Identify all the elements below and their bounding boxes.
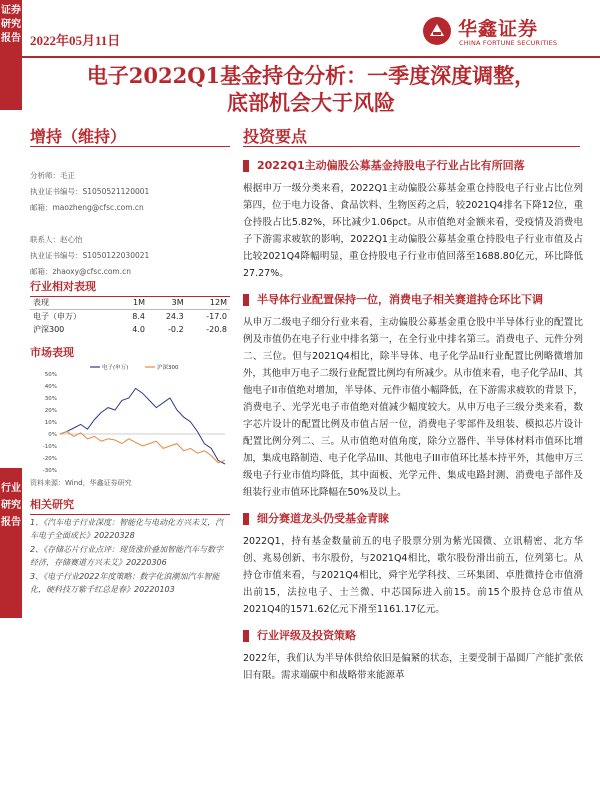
analyst-block-1 (30, 168, 149, 216)
table-cell: -20.8 (206, 325, 227, 334)
analyst-block-2 (30, 232, 149, 280)
y-tick-label: 40% (44, 384, 57, 390)
section-heading-3: 细分赛道龙头仍受基金青睐 (243, 511, 583, 527)
y-tick-label: 0% (48, 432, 57, 438)
performance-table (30, 296, 230, 336)
left-divider (30, 146, 230, 147)
related-title: 相关研究 (30, 496, 230, 515)
rating-label: 增持（维持） (30, 127, 127, 146)
y-tick-label: 20% (44, 408, 57, 414)
section-heading-1: 2022Q1主动偏股公募基金持股电子行业占比有所回落 (243, 158, 583, 174)
market-title: 市场表现 (30, 346, 74, 359)
table-cell: 8.4 (132, 312, 146, 321)
performance-title: 行业相对表现 (30, 278, 230, 297)
table-cell: 沪深300 (33, 325, 65, 334)
analyst-cert: 执业证书编号：S1050521120001 (30, 187, 150, 196)
table-row (30, 310, 230, 324)
table-cell: 电子（申万） (33, 312, 81, 321)
table-row (30, 323, 230, 336)
y-tick-label: -10% (42, 444, 57, 450)
right-divider (243, 146, 580, 147)
right-column (243, 158, 583, 684)
chart-source: 资料来源：Wind，华鑫证券研究 (30, 479, 132, 487)
section-body-1: 根据申万一级分类来看，2022Q1主动偏股公募基金重仓持股电子行业占比位列第四，位于电力设备、食品饮料、生物医药之后，较2021Q4排名下降12位，重仓持股占比5.82%，环比减少1.06pct。从市值绝对金额来看，受疫情及消费电子下游需求疲软的影响，2022Q1主动偏股公募基金重仓持股电子行业市值及占比较2021Q4降幅明显，重仓持股电子行业市值回落至1688.80亿元，环比降低27.27%。 (243, 183, 583, 279)
related-item[interactable]: 3、《电子行业2022年度策略：数字化浪潮加汽车智能化，硬科技万紫千红总是春》20220103 (30, 572, 220, 594)
sidebar-report-label: 证券研究报告 (0, 0, 22, 110)
contact-role: 联系人：赵心怡 (30, 235, 83, 244)
table-header: 3M (148, 296, 187, 310)
table-cell: -0.2 (168, 325, 184, 334)
analyst-email[interactable]: 邮箱：maozheng@cfsc.com.cn (30, 203, 144, 212)
report-title (22, 62, 600, 116)
logo-icon (422, 16, 452, 46)
section-body-2: 从申万二级电子细分行业来看，主动偏股公募基金重仓股中半导体行业的配置比例及市值仍在电子行业中排名第一，在全行业中排名第三。消费电子、元件分列二、三位。但与2021Q4相比，除半导体、电子化学品II行业配置比例略微增加外，其他申万电子二级行业配置比例均有所减少。从市值来看，电子化学品II、其他电子II市值绝对增加，半导体、元件市值小幅降低，在下游需求疲软的背景下，消费电子、光学光电子市值绝对值减少幅度较大。从申万电子三级分类来看，数字芯片设计的配置比例及市值占居一位，消费电子零部件及组装、模拟芯片设计配置比例分列二、三。从市值绝对值角度，除分立器件、半导体材料市值环比增加，集成电路制造、电子化学品III、其他电子III市值环比基本持平外，其他申万三级电子行业市值均降低，其中面板、光学元件、集成电路封测、消费电子部件及组装行业市值环比降幅在50%及以上。 (243, 317, 583, 498)
contact-cert: 执业证书编号：S1050122030021 (30, 251, 150, 260)
table-header-row (30, 296, 230, 310)
y-tick-label: 50% (44, 372, 57, 378)
related-item[interactable]: 1、《汽车电子行业深度：智能化与电动化方兴未艾，汽车电子全面成长》20220328 (30, 518, 224, 540)
analyst-role: 分析师：毛正 (30, 171, 75, 180)
report-date: 2022年05月11日 (30, 33, 121, 48)
section-body-3: 2022Q1，持有基金数量前五的电子股票分别为紫光国微、立讯精密、北方华创、兆易创新、韦尔股份，与2021Q4相比，歌尔股份滑出前五，位列第七。从持仓市值来看，与2021Q4相比，舜宇光学科技、三环集团、卓胜微持仓市值滑出前15，法拉电子、士兰微、中芯国际进入前15。前15个股持仓总市值从2021Q4的1571.62亿元下滑至1161.17亿元。 (243, 536, 583, 615)
company-logo (422, 14, 580, 50)
title-line-2: 底部机会大于风险 (227, 90, 395, 115)
related-item[interactable]: 2、《存储芯片行业点评：现货涨价叠加智能汽车与数字经济，存储赛道方兴未艾》20220306 (30, 545, 224, 567)
table-cell: 24.3 (165, 312, 184, 321)
logo-text-cn: 华鑫证券 (458, 18, 539, 40)
header-divider (22, 56, 600, 58)
section-heading-4: 行业评级及投资策略 (243, 628, 583, 644)
table-header: 1M (118, 296, 148, 310)
related-list (30, 516, 230, 597)
sidebar (0, 0, 22, 800)
table-header: 12M (187, 296, 230, 310)
section-heading-2: 半导体行业配置保持一位，消费电子相关赛道持仓环比下调 (243, 292, 583, 308)
logo-text-en: CHINA FORTUNE SECURITIES (459, 39, 558, 47)
section-heading: 投资要点 (243, 127, 308, 146)
title-line-1: 电子2022Q1基金持仓分析：一季度深度调整， (86, 63, 536, 88)
table-cell: 4.0 (132, 325, 146, 334)
table-header: 表现 (30, 296, 118, 310)
y-tick-label: -20% (42, 456, 57, 462)
y-tick-label: -30% (42, 468, 57, 474)
market-chart (30, 362, 230, 477)
sidebar-industry-label: 行业研究报告 (0, 468, 22, 618)
legend-label: 沪深300 (157, 365, 179, 371)
section-body-4: 2022年，我们认为半导体供给依旧是偏紧的状态，主要受制于晶圆厂产能扩张依旧有限。需求端碳中和战略带来能源革 (243, 653, 583, 681)
table-cell: -17.0 (206, 312, 227, 321)
legend-label: 电子(申万) (102, 365, 129, 371)
y-tick-label: 30% (44, 396, 57, 402)
y-tick-label: 10% (44, 420, 57, 426)
contact-email[interactable]: 邮箱：zhaoxy@cfsc.com.cn (30, 267, 131, 276)
